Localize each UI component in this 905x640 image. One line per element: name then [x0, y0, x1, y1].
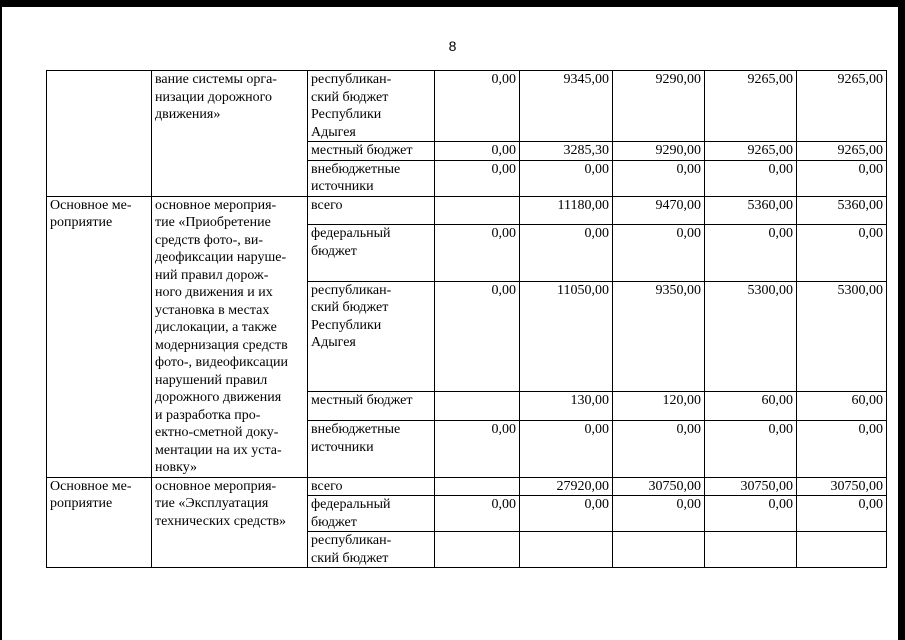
funding-source-cell: местный бюджет: [308, 392, 435, 421]
amount-cell: [435, 477, 520, 496]
activity-description-cell: основное мероприя- тие «Приобретение средств фото-, ви- деофиксации наруше- ний правил дорож- ного движения и их установка в местах дислокации, а также модернизация средств фото-, видеофиксации нарушений правил дорожного движения и разработка про- ектно-сметной доку- ментации на их уста- новку»: [152, 196, 308, 477]
amount-cell: 0,00: [520, 160, 613, 196]
amount-cell: 130,00: [520, 392, 613, 421]
amount-cell: 9265,00: [797, 142, 887, 161]
scan-border-right: [898, 0, 905, 640]
funding-source-cell: республикан- ский бюджет Республики Адыгея: [308, 281, 435, 392]
amount-cell: 5360,00: [705, 196, 797, 225]
amount-cell: 9470,00: [613, 196, 705, 225]
scan-border-top: [0, 0, 905, 7]
funding-source-cell: республикан- ский бюджет Республики Адыгея: [308, 71, 435, 142]
amount-cell: 9265,00: [705, 71, 797, 142]
activity-type-cell: Основное ме- роприятие: [47, 196, 152, 477]
amount-cell: 0,00: [705, 421, 797, 477]
amount-cell: 0,00: [435, 71, 520, 142]
amount-cell: 5360,00: [797, 196, 887, 225]
amount-cell: 0,00: [435, 496, 520, 532]
table-row: [47, 71, 887, 142]
amount-cell: 0,00: [613, 160, 705, 196]
amount-cell: 9350,00: [613, 281, 705, 392]
table-row: [47, 477, 887, 496]
amount-cell: 60,00: [797, 392, 887, 421]
funding-source-cell: всего: [308, 196, 435, 225]
amount-cell: 0,00: [435, 142, 520, 161]
funding-source-cell: федеральный бюджет: [308, 225, 435, 281]
amount-cell: 0,00: [520, 421, 613, 477]
amount-cell: 0,00: [705, 225, 797, 281]
budget-table: [46, 70, 887, 568]
amount-cell: 60,00: [705, 392, 797, 421]
amount-cell: 120,00: [613, 392, 705, 421]
amount-cell: 0,00: [613, 225, 705, 281]
amount-cell: 0,00: [797, 160, 887, 196]
amount-cell: 9290,00: [613, 142, 705, 161]
activity-type-cell: [47, 71, 152, 197]
table-row: [47, 196, 887, 225]
amount-cell: 0,00: [613, 496, 705, 532]
amount-cell: 0,00: [435, 160, 520, 196]
scan-border-left: [0, 0, 2, 640]
funding-source-cell: всего: [308, 477, 435, 496]
amount-cell: 0,00: [797, 225, 887, 281]
amount-cell: 0,00: [435, 225, 520, 281]
amount-cell: 0,00: [435, 421, 520, 477]
amount-cell: 30750,00: [797, 477, 887, 496]
amount-cell: 5300,00: [797, 281, 887, 392]
amount-cell: 27920,00: [520, 477, 613, 496]
amount-cell: 11050,00: [520, 281, 613, 392]
page-number: 8: [448, 38, 457, 54]
amount-cell: 0,00: [705, 496, 797, 532]
amount-cell: 9265,00: [705, 142, 797, 161]
amount-cell: 30750,00: [613, 477, 705, 496]
activity-type-cell: Основное ме- роприятие: [47, 477, 152, 568]
amount-cell: 0,00: [797, 421, 887, 477]
amount-cell: [613, 532, 705, 568]
funding-source-cell: федеральный бюджет: [308, 496, 435, 532]
amount-cell: [435, 532, 520, 568]
amount-cell: 0,00: [797, 496, 887, 532]
amount-cell: 0,00: [705, 160, 797, 196]
amount-cell: 9290,00: [613, 71, 705, 142]
amount-cell: [797, 532, 887, 568]
funding-source-cell: внебюджетные источники: [308, 421, 435, 477]
activity-description-cell: основное мероприя- тие «Эксплуатация технических средств»: [152, 477, 308, 568]
amount-cell: 9345,00: [520, 71, 613, 142]
amount-cell: [435, 196, 520, 225]
amount-cell: 11180,00: [520, 196, 613, 225]
amount-cell: 0,00: [520, 225, 613, 281]
funding-source-cell: республикан- ский бюджет: [308, 532, 435, 568]
amount-cell: 0,00: [435, 281, 520, 392]
activity-description-cell: вание системы орга- низации дорожного движения»: [152, 71, 308, 197]
amount-cell: [520, 532, 613, 568]
funding-source-cell: местный бюджет: [308, 142, 435, 161]
amount-cell: 3285,30: [520, 142, 613, 161]
amount-cell: 0,00: [520, 496, 613, 532]
amount-cell: 0,00: [613, 421, 705, 477]
amount-cell: 5300,00: [705, 281, 797, 392]
amount-cell: [705, 532, 797, 568]
amount-cell: 9265,00: [797, 71, 887, 142]
amount-cell: 30750,00: [705, 477, 797, 496]
funding-source-cell: внебюджетные источники: [308, 160, 435, 196]
amount-cell: [435, 392, 520, 421]
